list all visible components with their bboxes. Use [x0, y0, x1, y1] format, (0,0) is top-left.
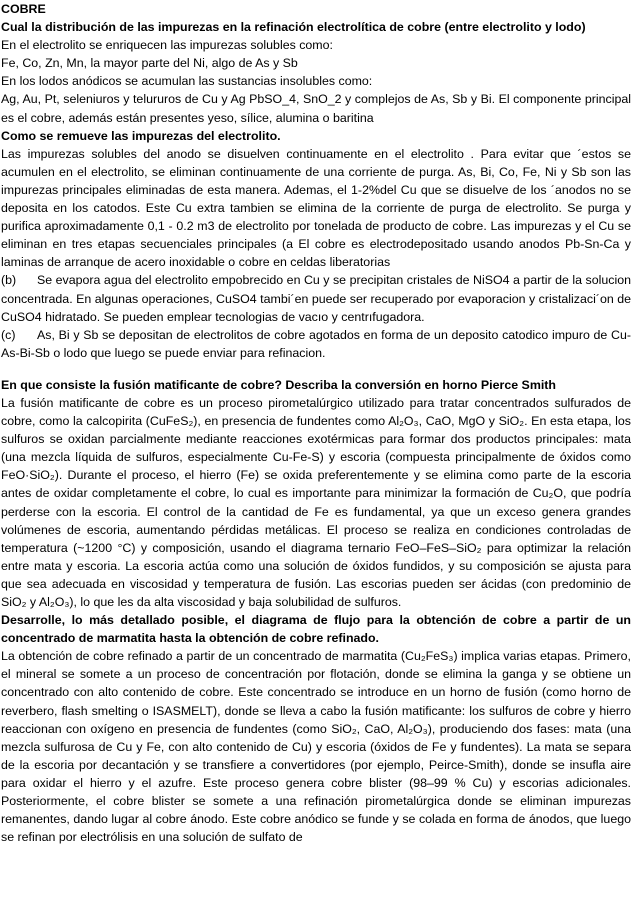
list-item-marker: (b)	[1, 273, 17, 288]
text-line: En los lodos anódicos se acumulan las sustancias insolubles como:	[1, 74, 373, 89]
section-heading: Desarrolle, lo más detallado posible, el diagrama de flujo para la obtención de cobre a partir de un concentrado de marmatita hasta la obtención de cobre refinado.	[1, 613, 631, 646]
paragraph: La fusión matificante de cobre es un proceso pirometalúrgico utilizado para tratar concentrados sulfurados de cobre, como la calcopirita (CuFeS₂), en presencia de fundentes como Al₂O₃, CaO, MgO y SiO₂. En esta etapa, los sulfuros se oxidan parcialmente mediante reacciones exotérmicas para formar dos productos principales: mata (una mezcla líquida de sulfuros, especialmente Cu-Fe-S) y escoria (compuesta principalmente de óxidos como FeO·SiO₂). Durante el proceso, el hierro (Fe) se oxida preferentemente y se elimina como parte de la escoria antes de oxidar completamente el cobre, lo cual es importante para minimizar la formación de Cu₂O, que podría perderse con la escoria. El control de la cantidad de Fe es fundamental, ya que un exceso genera grandes volúmenes de escoria, aumentando pérdidas metálicas. El proceso se realiza en condiciones controladas de temperatura (~1200 °C) y composición, usando el diagrama ternario FeO–FeS–SiO₂ para optimizar la relación entre mata y escoria. La escoria actúa como una solución de óxidos fundidos, y su composición se ajusta para que sea adecuada en viscosidad y temperatura de fusión. Las escorias pueden ser ácidas (con predominio de SiO₂ y Al₂O₃), lo que les da alta viscosidad y baja solubilidad de sulfuros.	[1, 395, 631, 609]
section-impurity-removal	[1, 127, 631, 362]
text-line: Fe, Co, Zn, Mn, la mayor parte del Ni, algo de As y Sb	[1, 56, 298, 71]
list-item-text: As, Bi y Sb se depositan de electrolitos de cobre agotados en forma de un deposito catodico impuro de Cu-As-Bi-Sb o lodo que luego se puede enviar para refinacion.	[1, 327, 631, 360]
spacer	[1, 362, 631, 376]
section-impurity-distribution	[1, 18, 631, 127]
paragraph: Ag, Au, Pt, seleniuros y telururos de Cu y Ag PbSO_4, SnO_2 y complejos de As, Sb y Bi. El componente principal es el cobre, además están presentes yeso, sílice, alumina o baritina	[1, 92, 631, 125]
document-title: COBRE	[1, 2, 46, 16]
list-item-marker: (c)	[1, 327, 16, 342]
section-flow-diagram	[1, 611, 631, 846]
list-item	[1, 271, 631, 325]
list-item	[1, 326, 631, 362]
section-heading: En que consiste la fusión matificante de cobre? Describa la conversión en horno Pierce Smith	[1, 377, 556, 392]
list-item-text: Se evapora agua del electrolito empobrecido en Cu y se precipitan cristales de NiSO4 a partir de la solucion concentrada. En algunas operaciones, CuSO4 tambi´en puede ser recuperado por evaporacion y cristalizaci´on de CuSO4 hidratado. Se pueden emplear tecnologias de vacıo y centrıfugadora.	[1, 273, 631, 324]
section-heading: Cual la distribución de las impurezas en la refinación electrolítica de cobre (entre electrolito y lodo)	[1, 20, 586, 35]
paragraph: Las impurezas solubles del anodo se disuelven continuamente en el electrolito . Para evitar que ´estos se acumulen en el electrolito, se eliminan continuamente de una corriente de purga. As, Bi, Co, Fe, Ni y Sb son las impurezas principales eliminadas de esta manera. Ademas, el 1-2%del Cu que se disuelve de los ´anodos no se deposita en los catodos. Este Cu extra tambien se elimina de la corriente de purga de electrolito. Se purga y purifica aproximadamente 0,1 - 0.2 m3 de electrolito por tonelada de producto de cobre. Las impurezas y el Cu se eliminan en tres etapas secuenciales principales (a El cobre es electrodepositado usando anodos Pb-Sn-Ca y laminas de arranque de acero inoxidable o cobre en celdas liberatorias	[1, 146, 631, 270]
section-heading: Como se remueve las impurezas del electrolito.	[1, 128, 281, 143]
paragraph: La obtención de cobre refinado a partir de un concentrado de marmatita (Cu₂FeS₃) implica varias etapas. Primero, el mineral se somete a un proceso de concentración por flotación, donde se elimina la ganga y se obtiene un concentrado con alto contenido de cobre. Este concentrado se introduce en un horno de fusión (como horno de reverbero, flash smelting o ISASMELT), donde se lleva a cabo la fusión matificante: los sulfuros de cobre y hierro reaccionan con oxígeno en presencia de fundentes (como SiO₂, CaO, Al₂O₃), produciendo dos fases: mata (una mezcla sulfurosa de Cu y Fe, con alto contenido de Cu) y escoria (óxidos de Fe y fundentes). La mata se separa de la escoria por decantación y se transfiere a convertidores (por ejemplo, Peirce-Smith), donde se insufla aire para oxidar el hierro y el azufre. Este proceso genera cobre blister (98–99 % Cu) y escorias adicionales. Posteriormente, el cobre blister se somete a una refinación pirometalúrgica donde se eliminan impurezas remanentes, dando lugar al cobre ánodo. Este cobre anódico se funde y se colada en forma de ánodos, que luego se refinan por electrólisis en una solución de sulfato de	[1, 649, 631, 845]
section-matte-smelting	[1, 376, 631, 611]
text-line: En el electrolito se enriquecen las impurezas solubles como:	[1, 38, 333, 53]
